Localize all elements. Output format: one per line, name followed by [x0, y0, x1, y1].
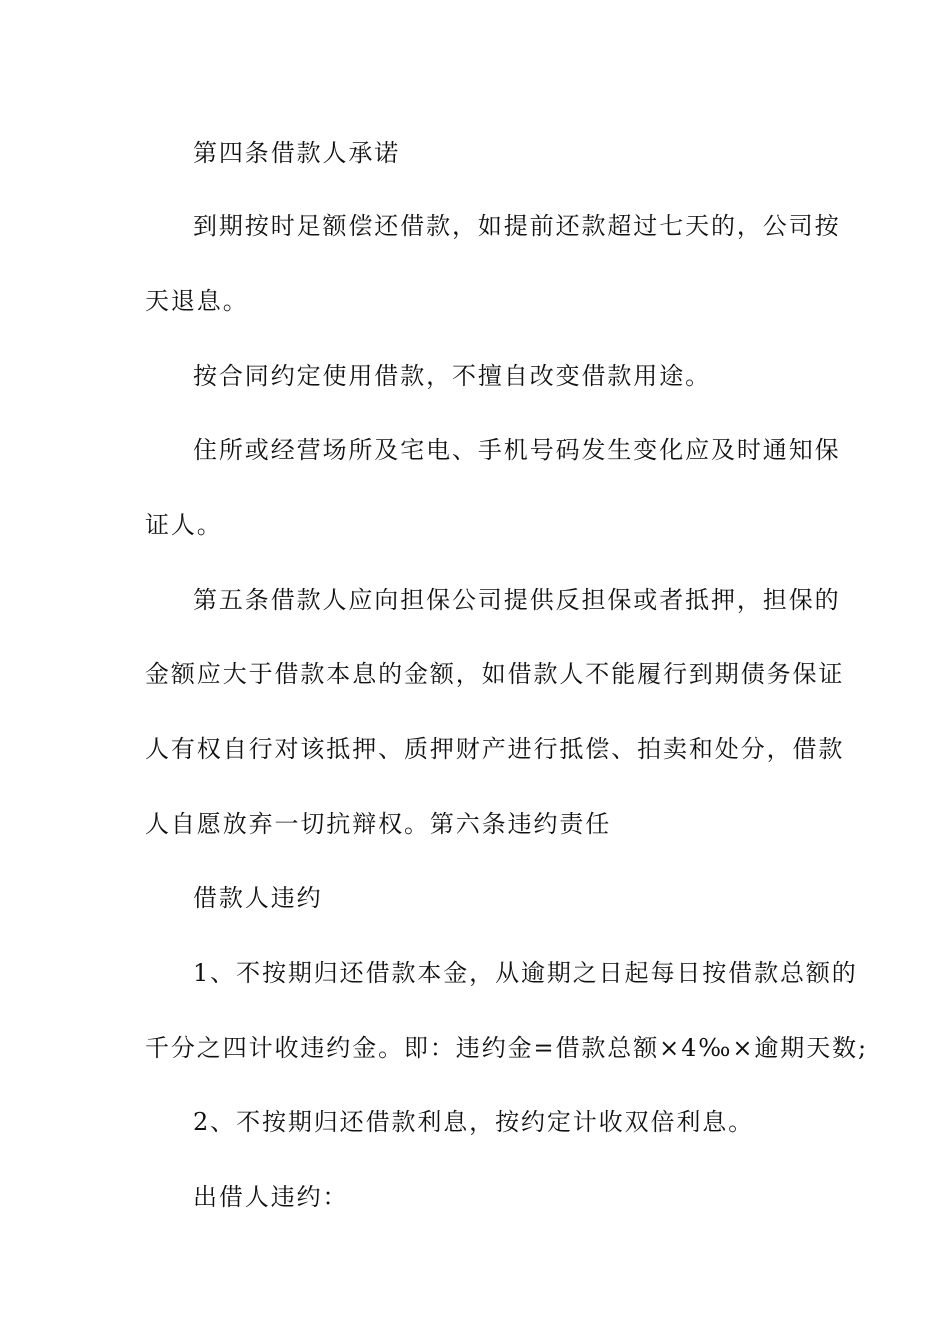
paragraph-line: 住所或经营场所及宅电、手机号码发生变化应及时通知保	[193, 436, 841, 464]
paragraph-line: 按合同约定使用借款，不擅自改变借款用途。	[193, 362, 711, 390]
list-item: 1、不按期归还借款本金，从逾期之日起每日按借款总额的	[193, 959, 858, 987]
list-item: 2、不按期归还借款利息，按约定计收双倍利息。	[193, 1108, 755, 1136]
article-5-paragraph: 第五条借款人应向担保公司提供反担保或者抵押，担保的	[193, 586, 841, 614]
paragraph-line: 千分之四计收违约金。即：违约金=借款总额×4‰×逾期天数;	[145, 1034, 868, 1062]
paragraph-line: 证人。	[145, 511, 223, 539]
paragraph-line: 到期按时足额偿还借款，如提前还款超过七天的，公司按	[193, 212, 841, 240]
paragraph-line: 人自愿放弃一切抗辩权。第六条违约责任	[145, 810, 612, 838]
subheading-lender-default: 出借人违约：	[193, 1183, 349, 1211]
paragraph-line: 天退息。	[145, 287, 249, 315]
subheading-borrower-default: 借款人违约	[193, 884, 323, 912]
paragraph-line: 金额应大于借款本息的金额，如借款人不能履行到期债务保证	[145, 660, 845, 688]
paragraph-line: 人有权自行对该抵押、质押财产进行抵偿、拍卖和处分，借款	[145, 735, 845, 763]
article-4-heading: 第四条借款人承诺	[193, 139, 401, 167]
